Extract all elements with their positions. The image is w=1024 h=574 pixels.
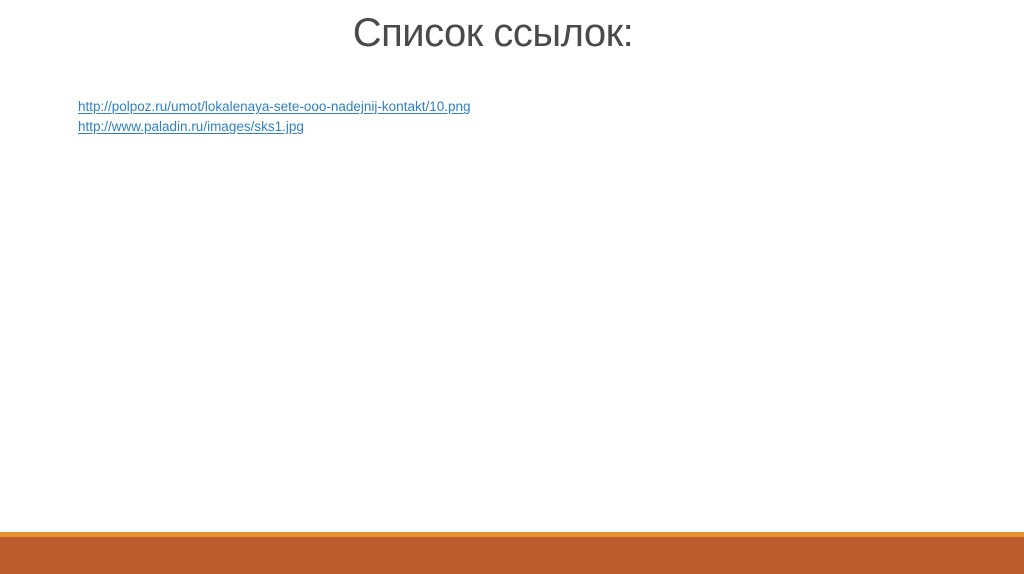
footer-bar xyxy=(0,537,1024,574)
link-item[interactable]: http://www.paladin.ru/images/sks1.jpg xyxy=(78,119,304,134)
page-title: Список ссылок: xyxy=(352,11,634,55)
links-list xyxy=(78,97,471,137)
link-item[interactable]: http://polpoz.ru/umot/lokalenaya-sete-ooo-nadejnij-kontakt/10.png xyxy=(78,99,471,114)
